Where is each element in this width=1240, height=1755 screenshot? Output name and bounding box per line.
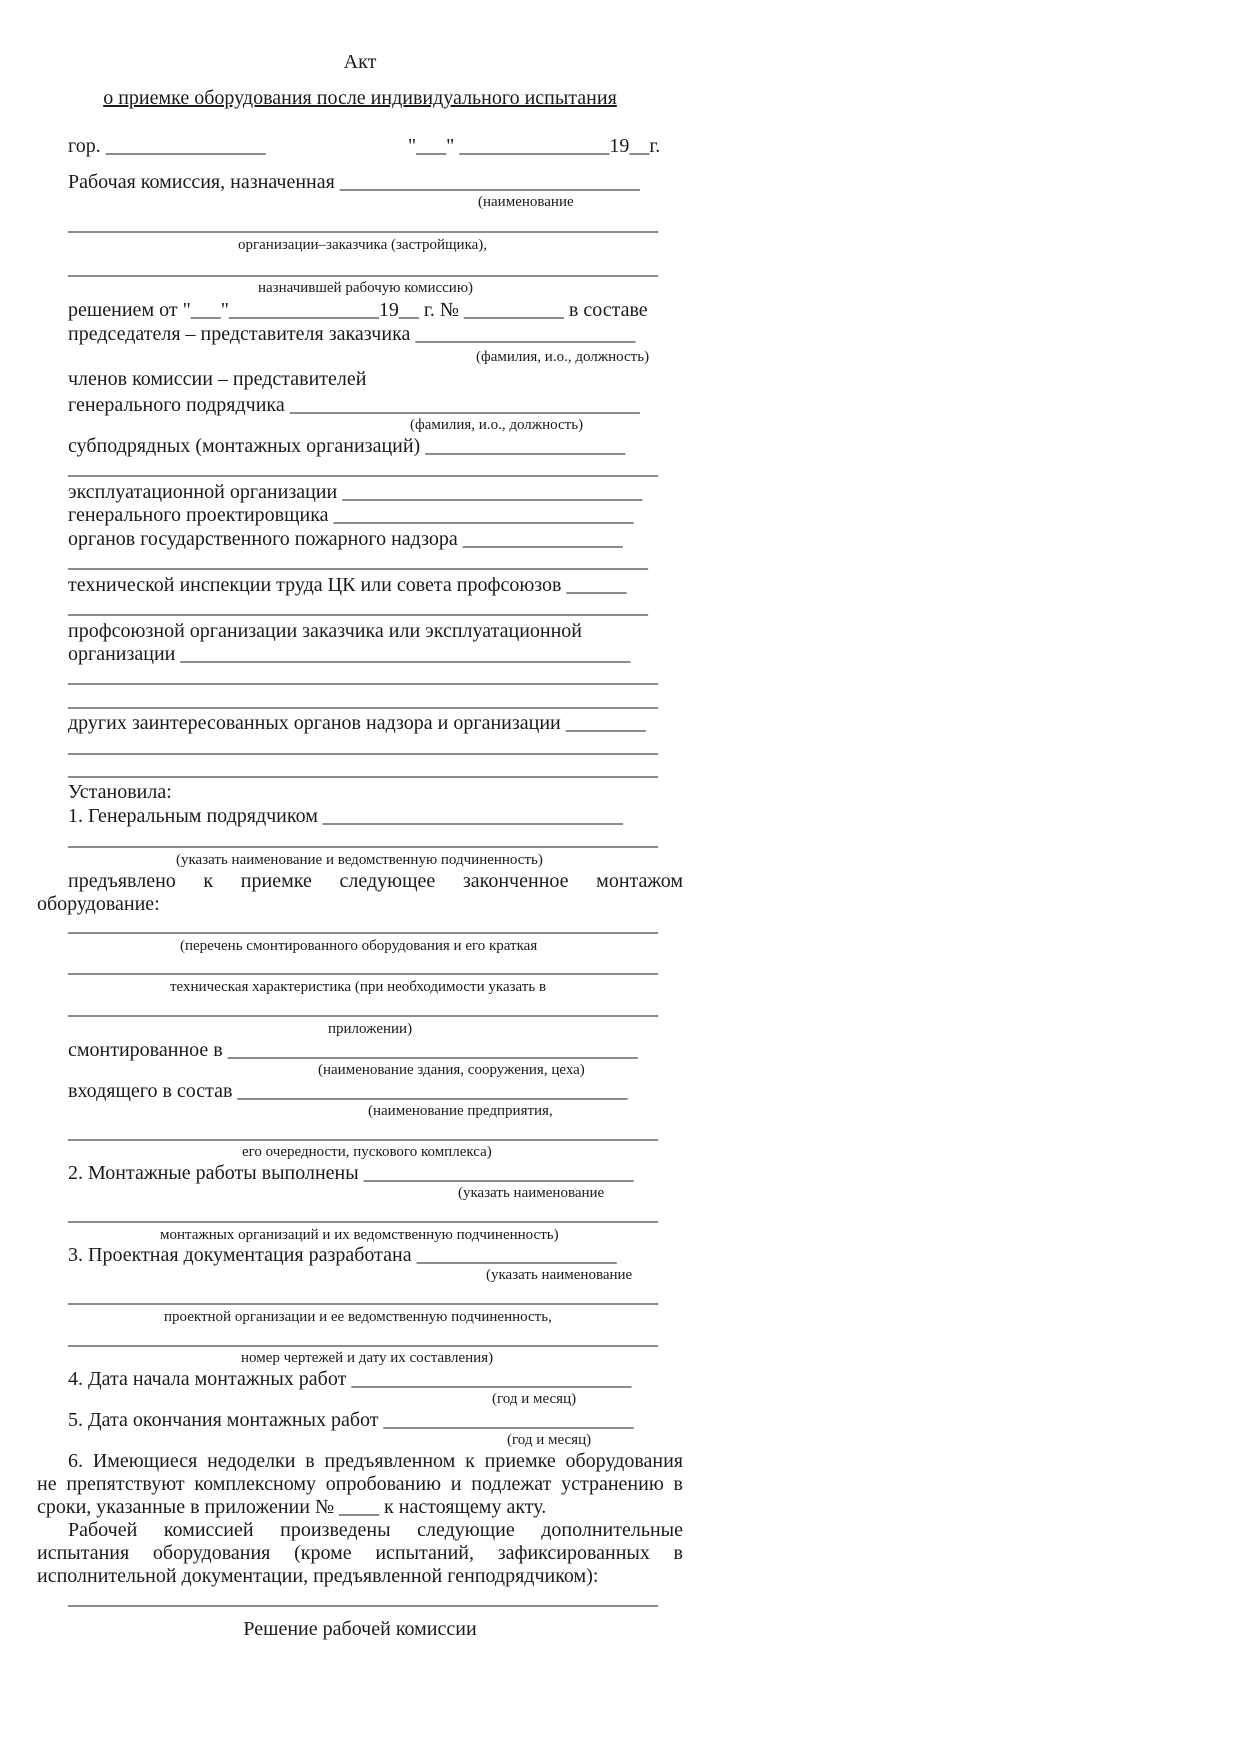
blank-line: ___________________________________________________________ (68, 1203, 658, 1225)
item1-line: 1. Генеральным подрядчиком ______________________________ (68, 805, 623, 827)
item3-line: 3. Проектная документация разработана ____________________ (68, 1244, 617, 1266)
mounted-in-line: смонтированное в _________________________________________ (68, 1039, 638, 1061)
exploitation-line: эксплуатационной организации ______________________________ (68, 481, 643, 503)
blank-line: ___________________________________________________________ (68, 665, 658, 687)
item4-line: 4. Дата начала монтажных работ ____________________________ (68, 1368, 632, 1390)
equipment-label: оборудование: (37, 893, 160, 915)
hint-building: (наименование здания, сооружения, цеха) (318, 1062, 585, 1078)
gen-designer-line: генерального проектировщика ______________________________ (68, 504, 634, 526)
hint-item3a: (указать наименование (486, 1267, 633, 1283)
date-line: "___" _______________19__г. (408, 135, 661, 157)
members-line: членов комиссии – представителей (68, 368, 367, 390)
blank-line: ___________________________________________________________ (68, 828, 658, 850)
blank-line: ___________________________________________________________ (68, 1587, 658, 1609)
extra-tests-line1: Рабочей комиссией произведены следующие дополнительные (68, 1519, 683, 1541)
hint-item3c: номер чертежей и дату их составления) (241, 1350, 494, 1366)
hint-list1: (перечень смонтированного оборудования и его краткая (180, 938, 538, 954)
hint-item5: (год и месяц) (507, 1432, 592, 1448)
hint-item2b: монтажных организаций и их ведомственную подчиненность) (160, 1227, 559, 1243)
blank-line: ___________________________________________________________ (68, 1327, 658, 1349)
blank-line: ___________________________________________________________ (68, 1121, 658, 1143)
hint-org-customer: организации–заказчика (застройщика), (238, 237, 488, 253)
blank-line: __________________________________________________________ (68, 550, 648, 572)
hint-fio: (фамилия, и.о., должность) (476, 349, 650, 365)
blank-line: ___________________________________________________________ (68, 735, 658, 757)
blank-line: ___________________________________________________________ (68, 213, 658, 235)
blank-line: ___________________________________________________________ (68, 257, 658, 279)
blank-line: ___________________________________________________________ (68, 955, 658, 977)
blank-line: ___________________________________________________________ (68, 1285, 658, 1307)
item6-line2: не препятствуют комплексному опробованию и подлежат устранению в (37, 1473, 683, 1495)
gen-contractor-line: генерального подрядчика ___________________________________ (68, 394, 640, 416)
doc-title: Акт (343, 51, 377, 73)
hint-item4: (год и месяц) (492, 1391, 577, 1407)
hint-fio: (фамилия, и.о., должность) (410, 417, 584, 433)
item2-line: 2. Монтажные работы выполнены ___________________________ (68, 1162, 634, 1184)
hint-enterprise: (наименование предприятия, (368, 1103, 553, 1119)
blank-line: ___________________________________________________________ (68, 758, 658, 780)
item5-line: 5. Дата окончания монтажных работ _________________________ (68, 1409, 634, 1431)
decision-line: решением от "___"_______________19__ г. № __________ в составе (68, 299, 648, 321)
hint-item3b: проектной организации и ее ведомственную подчиненность, (164, 1309, 552, 1325)
city-line: гор. ________________ (68, 135, 266, 157)
trade-union-line: профсоюзной организации заказчика или эксплуатационной (68, 620, 583, 642)
hint-list2: техническая характеристика (при необходимости указать в (170, 979, 547, 995)
labor-inspection-line: технической инспекции труда ЦК или совета профсоюзов ______ (68, 574, 627, 596)
blank-line: ___________________________________________________________ (68, 689, 658, 711)
item6-line3: сроки, указанные в приложении № ____ к настоящему акту. (37, 1496, 547, 1518)
commission-line: Рабочая комиссия, назначенная ______________________________ (68, 171, 640, 193)
hint-item1: (указать наименование и ведомственную подчиненность) (176, 852, 543, 868)
extra-tests-line2: испытания оборудования (кроме испытаний, зафиксированных в (37, 1542, 683, 1564)
presented-line: предъявлено к приемке следующее законченное монтажом (68, 870, 683, 892)
subcontractor-line: субподрядных (монтажных организаций) ____________________ (68, 435, 626, 457)
extra-tests-line3: исполнительной документации, предъявленной генподрядчиком): (37, 1565, 599, 1587)
part-of-line: входящего в состав _______________________________________ (68, 1080, 628, 1102)
decision-title: Решение рабочей комиссии (243, 1618, 477, 1640)
blank-line: ___________________________________________________________ (68, 997, 658, 1019)
hint-queue: его очередности, пускового комплекса) (242, 1144, 492, 1160)
hint-item2a: (указать наименование (458, 1185, 605, 1201)
hint-appointing: назначившей рабочую комиссию) (258, 280, 474, 296)
blank-line: __________________________________________________________ (68, 596, 648, 618)
blank-line: ___________________________________________________________ (68, 457, 658, 479)
hint-list3: приложении) (328, 1021, 413, 1037)
doc-subtitle: о приемке оборудования после индивидуального испытания (103, 87, 617, 109)
fire-supervision-line: органов государственного пожарного надзора ________________ (68, 528, 623, 550)
other-orgs-line: других заинтересованных органов надзора и организации ________ (68, 712, 646, 734)
organization-line: организации _____________________________________________ (68, 643, 631, 665)
blank-line: ___________________________________________________________ (68, 914, 658, 936)
hint-naimenovanie: (наименование (478, 194, 574, 210)
established-heading: Установила: (68, 781, 172, 803)
item6-line1: 6. Имеющиеся недоделки в предъявленном к приемке оборудования (68, 1450, 683, 1472)
chairman-line: председателя – представителя заказчика ______________________ (68, 323, 636, 345)
